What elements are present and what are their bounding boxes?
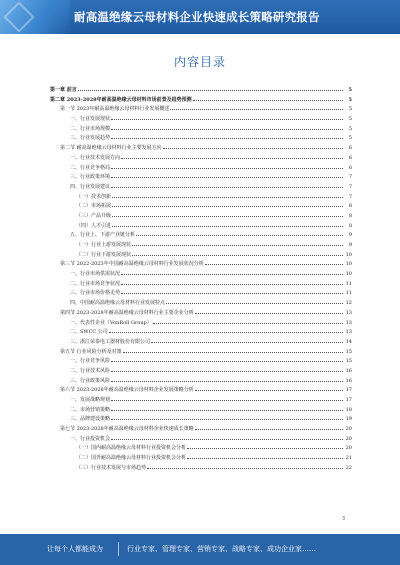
toc-entry-title: 三、浙江荣泰电工器材股份有限公司 — [70, 338, 151, 345]
toc-leader-dots — [112, 202, 343, 207]
toc-entry[interactable] — [50, 367, 352, 377]
toc-leader-dots — [121, 154, 343, 159]
toc-entry[interactable] — [50, 241, 352, 251]
toc-leader-dots — [170, 105, 343, 110]
toc-leader-dots — [147, 464, 343, 469]
toc-entry[interactable] — [50, 134, 352, 144]
toc-entry-page: 15 — [345, 348, 352, 355]
toc-leader-dots — [111, 357, 343, 362]
toc-leader-dots — [111, 406, 343, 411]
toc-leader-dots — [111, 125, 343, 130]
toc-leader-dots — [111, 396, 343, 401]
toc-entry[interactable] — [50, 377, 352, 387]
toc-entry[interactable] — [50, 396, 352, 406]
toc-entry-page: 11 — [345, 280, 352, 287]
toc-entry-title: 第三节 2022-2023年中国耐高温绝缘云母材料行业发展状况分析 — [60, 261, 204, 268]
toc-entry[interactable] — [50, 464, 352, 474]
toc-leader-dots — [111, 415, 343, 420]
toc-leader-dots — [187, 444, 343, 449]
toc-leader-dots — [195, 425, 343, 430]
toc-leader-dots — [166, 299, 343, 304]
toc-entry-page: 6 — [348, 145, 352, 152]
toc-entry-page: 10 — [345, 271, 352, 278]
toc-entry-title: 第七节 2023-2028年耐高温绝缘云母材料企业快速成长策略 — [60, 426, 194, 433]
toc-entry[interactable] — [50, 280, 352, 290]
toc-entry-title: 一、代表性企业（VonRoll Group） — [70, 319, 152, 326]
toc-entry[interactable] — [50, 96, 352, 106]
toc-leader-dots — [111, 435, 343, 440]
toc-entry-page: 20 — [345, 426, 352, 433]
toc-entry-page: 11 — [345, 290, 352, 297]
toc-entry-title: 二、SWCC 公司 — [70, 329, 108, 336]
toc-entry[interactable] — [50, 212, 352, 222]
toc-entry-title: 第二章 2023-2028年耐高温绝缘云母材料市场前景及趋势预测 — [50, 96, 192, 103]
toc-entry[interactable] — [50, 231, 352, 241]
toc-entry-page: 13 — [345, 309, 352, 316]
toc-entry-page: 12 — [345, 300, 352, 307]
toc-leader-dots — [111, 173, 343, 178]
toc-entry-title: 三、行业政策环境 — [70, 174, 111, 181]
toc-leader-dots — [153, 319, 343, 324]
toc-entry-title: 二、市场营销策略 — [70, 406, 111, 413]
toc-entry[interactable] — [50, 435, 352, 445]
toc-entry[interactable] — [50, 202, 352, 212]
toc-entry[interactable] — [50, 251, 352, 261]
toc-entry-title: （四）人才引进 — [76, 222, 112, 229]
toc-entry-title: 三、行业政策风险 — [70, 377, 111, 384]
toc-entry[interactable] — [50, 105, 352, 115]
toc-leader-dots — [163, 144, 343, 149]
toc-leader-dots — [195, 386, 343, 391]
toc-entry-page: 16 — [345, 377, 352, 384]
toc-leader-dots — [78, 86, 343, 91]
toc-entry-page: 10 — [345, 261, 352, 268]
toc-leader-dots — [111, 134, 343, 139]
toc-leader-dots — [187, 454, 343, 459]
toc-entry-page: 9 — [348, 242, 352, 248]
toc-entry[interactable] — [50, 415, 352, 425]
toc-heading: 内容目录 — [173, 55, 226, 69]
toc-entry-title: 一、行业技术发展方向 — [70, 154, 121, 161]
toc-entry-page: 5 — [348, 116, 352, 123]
toc-entry-title: 一、发展战略规划 — [70, 397, 111, 403]
toc-entry[interactable] — [50, 154, 352, 164]
toc-leader-dots — [193, 96, 343, 101]
table-of-contents — [50, 86, 352, 474]
toc-entry[interactable] — [50, 183, 352, 193]
toc-entry[interactable] — [50, 309, 352, 319]
toc-entry-page: 5 — [348, 125, 352, 132]
toc-entry-page: 13 — [345, 329, 352, 336]
toc-leader-dots — [121, 280, 343, 285]
toc-entry-title: 四、中国耐高温绝缘云母材料行业发展特点 — [70, 300, 166, 307]
toc-entry-page: 10 — [345, 251, 352, 258]
toc-entry-title: （一）行业上游发展现状 — [76, 242, 132, 248]
toc-entry-page: 7 — [348, 193, 352, 200]
toc-entry-title: （一）国内耐高温绝缘云母材料行业投资机会分析 — [76, 445, 187, 452]
toc-entry-page: 20 — [345, 435, 352, 442]
toc-entry-title: 四、行业发展建议 — [70, 183, 111, 190]
toc-entry-page: 7 — [348, 183, 352, 190]
toc-entry-title: 第二节 耐高温绝缘云母材料行业主要发展方向 — [60, 145, 162, 152]
toc-entry-title: 二、行业竞争格局 — [70, 164, 111, 171]
footer-divider — [118, 542, 119, 556]
toc-leader-dots — [121, 270, 343, 275]
toc-leader-dots — [205, 260, 343, 265]
toc-entry[interactable] — [50, 319, 352, 329]
toc-entry[interactable] — [50, 289, 352, 299]
toc-leader-dots — [151, 338, 343, 343]
toc-entry[interactable] — [50, 222, 352, 232]
toc-entry-page: 15 — [345, 358, 352, 365]
toc-entry-page: 8 — [348, 212, 352, 219]
toc-entry-title: 一、行业市场供需状况 — [70, 271, 121, 278]
toc-entry-page: 5 — [348, 135, 352, 142]
toc-leader-dots — [136, 231, 343, 236]
toc-entry-page: 14 — [345, 338, 352, 345]
toc-entry-page: 19 — [345, 416, 352, 423]
toc-entry[interactable] — [50, 173, 352, 183]
toc-entry[interactable] — [50, 338, 352, 348]
toc-leader-dots — [123, 348, 343, 353]
footer-slogan-right: 行业专家、管理专家、营销专家、战略专家、成功企业家…… — [127, 545, 316, 553]
toc-leader-dots — [112, 193, 343, 198]
toc-leader-dots — [132, 251, 343, 256]
report-header — [0, 0, 400, 34]
toc-entry-title: （二）市场拓展 — [76, 203, 112, 210]
toc-entry-title: 二、行业技术风险 — [70, 367, 111, 374]
toc-entry-page: 5 — [348, 106, 352, 113]
toc-entry-title: （三）行业技术发展与市场趋势 — [76, 464, 147, 471]
toc-leader-dots — [121, 289, 343, 294]
toc-entry[interactable] — [50, 425, 352, 435]
toc-entry-page: 7 — [348, 174, 352, 181]
toc-leader-dots — [111, 183, 343, 188]
toc-entry-page: 18 — [345, 406, 352, 413]
toc-entry-title: （二）国外耐高温绝缘云母材料行业投资机会分析 — [76, 455, 187, 462]
toc-entry-page: 16 — [345, 367, 352, 374]
toc-entry[interactable] — [50, 444, 352, 454]
toc-entry-title: 第五节 行业风险分析及对策 — [60, 348, 122, 355]
toc-entry-title: 一、行业投资机会 — [70, 435, 111, 442]
toc-entry-page: 5 — [348, 87, 352, 93]
toc-entry-title: 一、行业竞争风险 — [70, 358, 111, 365]
toc-entry-title: 五、行业上、下游产业链分析 — [70, 232, 136, 239]
toc-entry-page: 13 — [345, 319, 352, 326]
toc-entry-title: 三、行业市场价格走势 — [70, 290, 121, 297]
toc-leader-dots — [111, 377, 343, 382]
toc-leader-dots — [111, 164, 343, 169]
toc-entry-title: 二、行业市场竞争状况 — [70, 280, 121, 287]
toc-entry-page: 8 — [348, 203, 352, 210]
toc-entry[interactable] — [50, 115, 352, 125]
toc-entry-title: （三）产品升级 — [76, 212, 112, 219]
toc-entry-page: 8 — [348, 222, 352, 229]
toc-entry-title: 一、行业发展现状 — [70, 116, 111, 123]
toc-entry[interactable] — [50, 454, 352, 464]
toc-entry-title: （二）行业下游发展现状 — [76, 251, 132, 258]
toc-entry-page: 17 — [345, 387, 352, 394]
toc-entry-page: 5 — [348, 96, 352, 103]
toc-entry-page: 17 — [345, 397, 352, 403]
toc-entry-title: （一）技术创新 — [76, 193, 112, 200]
page-number: 3 — [342, 516, 346, 522]
toc-entry-title: 第六节 2023-2028年耐高温绝缘云母材料企业发展策略分析 — [60, 387, 194, 394]
toc-entry-title: 二、行业市场规模 — [70, 125, 111, 132]
toc-leader-dots — [109, 328, 343, 333]
toc-entry[interactable] — [50, 406, 352, 416]
toc-entry[interactable] — [50, 357, 352, 367]
toc-entry[interactable] — [50, 193, 352, 203]
toc-entry[interactable] — [50, 260, 352, 270]
report-title: 耐高温绝缘云母材料企业快速成长策略研究报告 — [74, 10, 320, 24]
toc-entry-page: 9 — [348, 232, 352, 239]
footer-banner — [0, 534, 400, 565]
toc-entry[interactable] — [50, 144, 352, 154]
toc-entry[interactable] — [50, 125, 352, 135]
toc-entry[interactable] — [50, 299, 352, 309]
toc-leader-dots — [111, 367, 343, 372]
toc-entry[interactable] — [50, 86, 352, 96]
toc-entry-page: 20 — [345, 445, 352, 452]
toc-entry[interactable] — [50, 328, 352, 338]
toc-entry-title: 三、品牌建设策略 — [70, 416, 111, 423]
footer-slogan-left: 让每个人都能成为 — [47, 545, 103, 553]
toc-entry-title: 第四节 2023-2028年耐高温绝缘云母材料行业主要企业分析 — [60, 309, 194, 316]
toc-entry-page: 6 — [348, 164, 352, 171]
toc-leader-dots — [111, 115, 343, 120]
toc-entry-page: 6 — [348, 154, 352, 161]
toc-entry[interactable] — [50, 270, 352, 280]
toc-entry-title: 三、行业发展趋势 — [70, 135, 111, 142]
toc-leader-dots — [112, 212, 343, 217]
toc-entry-page: 22 — [345, 464, 352, 471]
toc-leader-dots — [132, 241, 343, 246]
toc-entry-page: 21 — [345, 455, 352, 462]
toc-entry-title: 第一节 2023年耐高温绝缘云母材料行业发展概述 — [60, 106, 170, 113]
toc-leader-dots — [195, 309, 343, 314]
toc-leader-dots — [112, 222, 343, 227]
toc-entry[interactable] — [50, 386, 352, 396]
toc-entry[interactable] — [50, 164, 352, 174]
toc-entry-title: 第一章 前言 — [50, 87, 77, 93]
toc-entry[interactable] — [50, 348, 352, 358]
